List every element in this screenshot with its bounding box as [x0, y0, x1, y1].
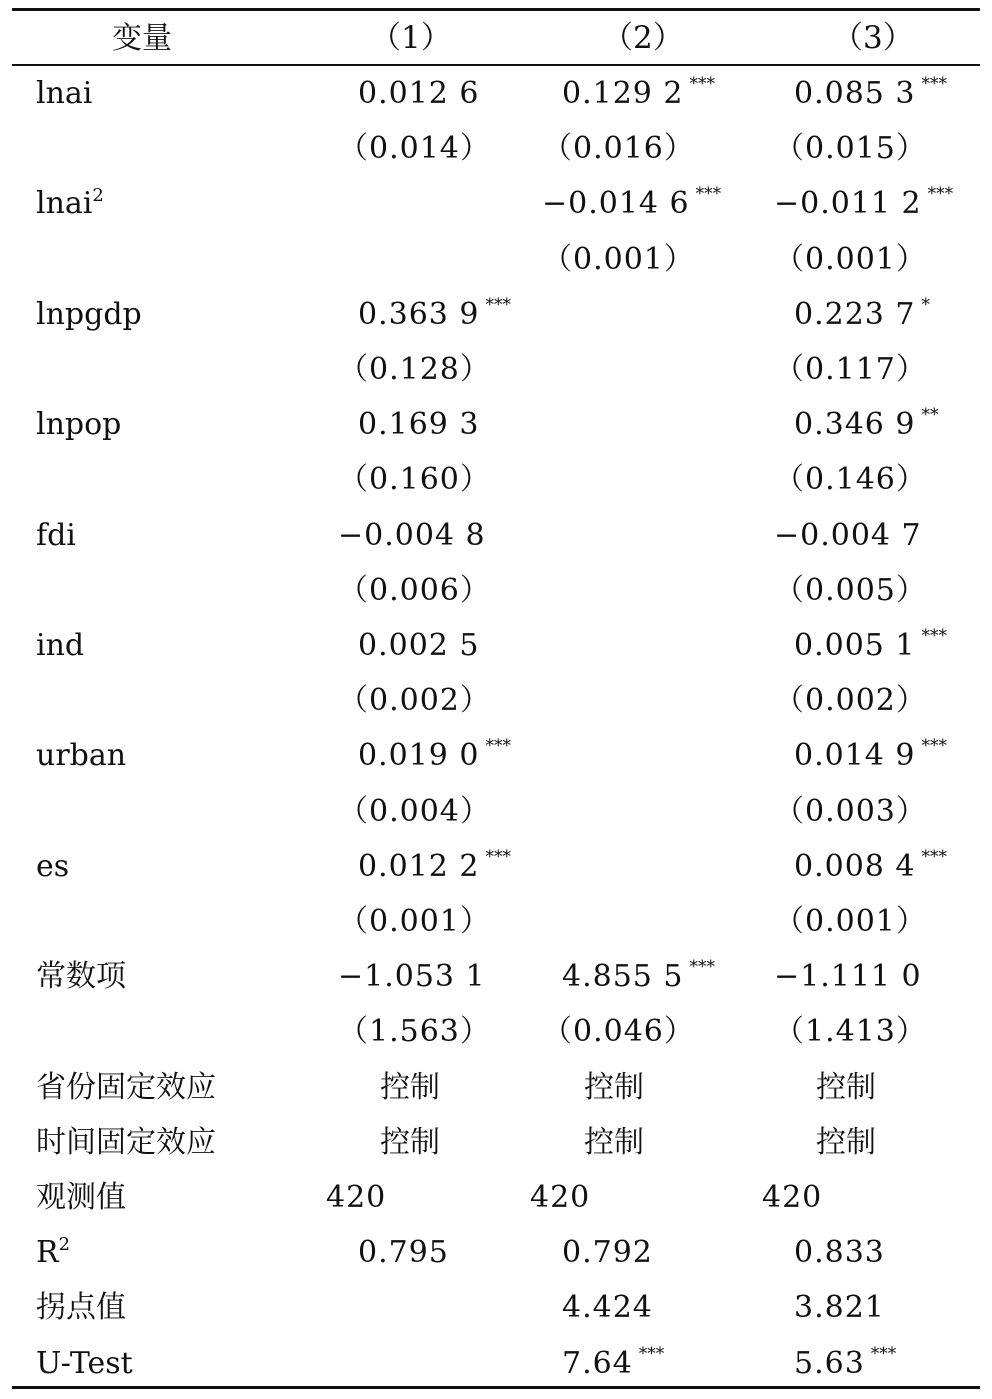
cell-value: 0.363 9	[358, 296, 480, 332]
cell-c2	[562, 1225, 653, 1280]
significance-stars: ***	[485, 846, 512, 867]
cell-c1	[338, 784, 491, 839]
cell-value: 0.012 6	[358, 76, 480, 111]
cell-value: （1.413）	[774, 1014, 927, 1050]
row-label-text: 常数项	[36, 959, 126, 995]
cell-value: （0.016）	[542, 131, 695, 167]
table-row	[12, 728, 980, 783]
significance-stars: ***	[921, 846, 948, 867]
cell-c3	[774, 452, 927, 507]
table-row	[12, 949, 980, 1004]
table-row	[12, 342, 980, 397]
cell-c3	[794, 1225, 885, 1280]
cell-c2	[562, 1336, 664, 1391]
cell-c3	[794, 1336, 896, 1391]
significance-stars: ***	[689, 74, 716, 94]
cell-c1	[380, 1115, 440, 1170]
cell-c1	[338, 508, 486, 563]
table-row	[12, 894, 980, 949]
cell-c1	[338, 342, 491, 397]
cell-value: （0.002）	[338, 683, 491, 719]
cell-c3	[794, 66, 947, 121]
cell-value: 0.169 3	[358, 407, 480, 443]
cell-c1	[326, 1170, 386, 1225]
row-label	[36, 397, 121, 452]
table-row	[12, 1225, 980, 1280]
cell-c1	[358, 839, 511, 894]
cell-value: −0.014 6	[542, 186, 690, 222]
table-row	[12, 287, 980, 342]
row-label	[36, 949, 126, 1004]
cell-c3	[794, 397, 939, 452]
cell-c1	[338, 673, 491, 728]
cell-value: 0.795	[358, 1235, 449, 1271]
row-label-text: es	[36, 848, 70, 884]
table-row	[12, 66, 980, 121]
cell-c3	[774, 894, 927, 949]
header-col2: （2）	[602, 20, 684, 56]
cell-c1	[338, 894, 491, 949]
cell-value: 0.085 3	[794, 76, 916, 111]
cell-value: 0.019 0	[358, 738, 480, 774]
cell-c1	[338, 121, 491, 176]
cell-c3	[774, 784, 927, 839]
cell-c1	[338, 563, 491, 618]
cell-value: （0.146）	[774, 462, 927, 498]
cell-value: （0.046）	[542, 1014, 695, 1050]
table-row	[12, 784, 980, 839]
significance-stars: ***	[870, 1343, 897, 1364]
cell-c2	[562, 949, 715, 1004]
header-variable: 变量	[112, 21, 172, 56]
cell-value: 420	[530, 1180, 591, 1215]
row-label	[36, 1170, 126, 1225]
cell-value: 420	[326, 1180, 387, 1215]
row-label-text: 省份固定效应	[36, 1069, 216, 1105]
cell-value: 4.424	[562, 1290, 653, 1326]
cell-value: （0.160）	[338, 462, 491, 498]
significance-stars: ***	[638, 1343, 665, 1364]
cell-c3	[794, 287, 930, 342]
cell-c1	[338, 949, 486, 1004]
row-label	[36, 176, 104, 231]
cell-c3	[774, 949, 922, 1004]
cell-c3	[774, 342, 927, 397]
cell-c1	[358, 1225, 449, 1280]
cell-c1	[358, 728, 511, 783]
row-label	[36, 1225, 70, 1280]
table-row	[12, 1004, 980, 1059]
cell-value: 0.005 1	[794, 628, 916, 663]
cell-c1	[338, 1004, 491, 1059]
cell-c3	[774, 1004, 927, 1059]
cell-value: （0.001）	[774, 904, 927, 939]
cell-c3	[816, 1060, 876, 1115]
significance-stars: ***	[921, 626, 948, 646]
cell-value: （0.015）	[774, 131, 927, 167]
cell-c3	[774, 121, 927, 176]
cell-value: （0.003）	[774, 793, 927, 829]
significance-stars: ***	[927, 184, 954, 205]
table-row	[12, 673, 980, 728]
row-label-text: 观测值	[36, 1180, 126, 1215]
table-row	[12, 121, 980, 176]
row-label	[36, 1280, 126, 1335]
cell-value: −0.004 7	[774, 517, 922, 553]
header-row	[12, 11, 980, 66]
significance-stars: ***	[689, 957, 716, 978]
row-label-superscript: 2	[92, 185, 104, 207]
table-row	[12, 1280, 980, 1335]
table-row	[12, 563, 980, 618]
cell-value: （0.001）	[774, 241, 927, 277]
cell-c1	[358, 618, 480, 673]
cell-value: 0.792	[562, 1235, 653, 1271]
row-label-text: R	[36, 1235, 59, 1271]
table-row	[12, 176, 980, 231]
cell-value: （1.563）	[338, 1014, 491, 1050]
table-row	[12, 1170, 980, 1225]
cell-c2	[542, 176, 721, 231]
row-label	[36, 1115, 216, 1170]
cell-value: （0.117）	[774, 352, 927, 387]
cell-value: 控制	[584, 1069, 644, 1105]
cell-value: （0.006）	[338, 572, 491, 608]
cell-c3	[774, 508, 922, 563]
cell-value: 0.833	[794, 1235, 885, 1271]
row-label	[36, 66, 92, 121]
cell-value: −0.011 2	[774, 186, 922, 222]
cell-value: 0.223 7	[794, 296, 916, 332]
cell-c3	[762, 1170, 822, 1225]
cell-c2	[584, 1115, 644, 1170]
table-row	[12, 1115, 980, 1170]
row-label	[36, 1336, 133, 1391]
cell-c2	[562, 66, 715, 121]
cell-value: 控制	[584, 1124, 644, 1160]
cell-c3	[794, 1280, 885, 1335]
row-label-text: fdi	[36, 517, 76, 553]
cell-c1	[358, 397, 480, 452]
row-label	[36, 287, 142, 342]
cell-value: 7.64	[562, 1345, 633, 1381]
table-row	[12, 508, 980, 563]
cell-c3	[774, 176, 953, 231]
cell-c2	[584, 1060, 644, 1115]
row-label-text: lnai	[36, 76, 93, 111]
row-label-text: lnai	[36, 186, 93, 222]
cell-value: （0.004）	[338, 793, 491, 829]
row-label-text: 拐点值	[36, 1290, 126, 1326]
significance-stars: ***	[921, 74, 948, 94]
table-row	[12, 1060, 980, 1115]
row-label-text: lnpop	[36, 407, 122, 443]
row-label	[36, 839, 69, 894]
cell-c2	[542, 1004, 695, 1059]
cell-value: −1.111 0	[774, 959, 922, 995]
cell-c2	[542, 232, 695, 287]
table-row	[12, 1336, 980, 1391]
table-row	[12, 452, 980, 507]
cell-c1	[380, 1060, 440, 1115]
cell-value: 4.855 5	[562, 959, 684, 995]
row-label-text: 时间固定效应	[36, 1124, 216, 1160]
cell-c3	[816, 1115, 876, 1170]
significance-stars: ***	[485, 294, 512, 315]
cell-value: （0.001）	[338, 904, 491, 939]
cell-value: （0.001）	[542, 241, 695, 277]
header-col1: （1）	[370, 20, 452, 56]
row-label	[36, 1060, 216, 1115]
row-label-text: ind	[36, 628, 85, 663]
significance-stars: *	[921, 294, 931, 315]
bottom-rule	[12, 1386, 980, 1389]
cell-value: （0.014）	[338, 131, 491, 167]
significance-stars: **	[921, 405, 939, 426]
cell-c3	[774, 232, 927, 287]
table-row	[12, 232, 980, 287]
cell-value: 420	[762, 1180, 823, 1215]
cell-value: 0.008 4	[794, 848, 916, 884]
cell-value: 控制	[380, 1069, 440, 1105]
cell-value: 0.014 9	[794, 738, 916, 774]
cell-value: 控制	[816, 1069, 876, 1105]
significance-stars: ***	[485, 736, 512, 757]
row-label-text: lnpgdp	[36, 296, 142, 332]
row-label	[36, 728, 126, 783]
row-label	[36, 618, 84, 673]
cell-c2	[542, 121, 695, 176]
cell-value: 控制	[380, 1124, 440, 1160]
cell-value: −0.004 8	[338, 517, 486, 553]
cell-c1	[358, 66, 480, 121]
cell-value: 5.63	[794, 1345, 865, 1381]
cell-c3	[794, 618, 947, 673]
cell-value: 3.821	[794, 1290, 885, 1326]
cell-value: （0.128）	[338, 352, 491, 387]
cell-value: −1.053 1	[338, 959, 486, 995]
cell-c3	[794, 728, 947, 783]
table-row	[12, 839, 980, 894]
row-label	[36, 508, 76, 563]
header-col3: （3）	[832, 20, 914, 56]
row-label-text: urban	[36, 738, 127, 774]
cell-c3	[774, 673, 927, 728]
table-row	[12, 618, 980, 673]
cell-value: 0.346 9	[794, 407, 916, 443]
cell-value: （0.002）	[774, 683, 927, 719]
cell-c1	[358, 287, 511, 342]
cell-c3	[774, 563, 927, 618]
row-label-text: U-Test	[36, 1345, 133, 1381]
cell-c2	[562, 1280, 653, 1335]
cell-value: （0.005）	[774, 572, 927, 608]
cell-c3	[794, 839, 947, 894]
cell-value: 0.012 2	[358, 848, 480, 884]
cell-value: 0.002 5	[358, 628, 480, 663]
significance-stars: ***	[695, 184, 722, 205]
cell-value: 控制	[816, 1124, 876, 1160]
row-label-superscript: 2	[58, 1234, 71, 1256]
significance-stars: ***	[921, 736, 948, 757]
table-row	[12, 397, 980, 452]
cell-value: 0.129 2	[562, 76, 684, 111]
cell-c2	[530, 1170, 590, 1225]
cell-c1	[338, 452, 491, 507]
